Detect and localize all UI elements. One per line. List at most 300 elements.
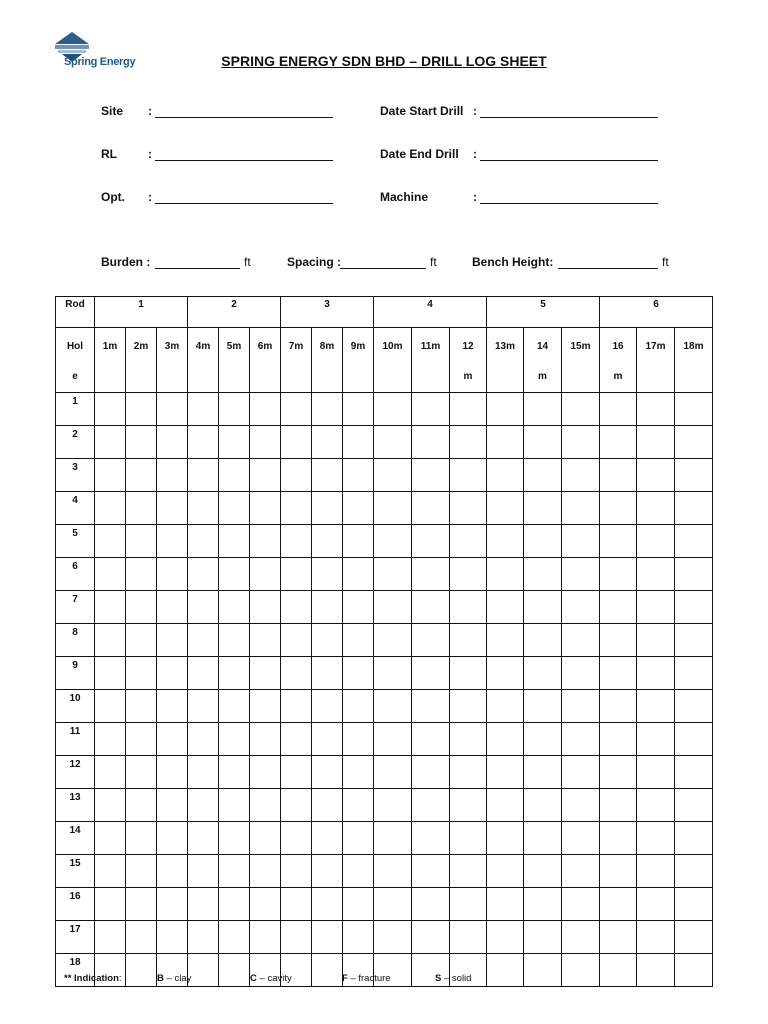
log-cell[interactable]: [343, 393, 374, 426]
log-cell[interactable]: [637, 954, 675, 987]
log-cell[interactable]: [600, 459, 637, 492]
log-cell[interactable]: [343, 492, 374, 525]
log-cell[interactable]: [157, 789, 188, 822]
log-cell[interactable]: [524, 954, 562, 987]
log-cell[interactable]: [95, 426, 126, 459]
log-cell[interactable]: [675, 657, 713, 690]
burden-field[interactable]: [155, 268, 240, 269]
log-cell[interactable]: [219, 954, 250, 987]
log-cell[interactable]: [450, 723, 487, 756]
date-end-field[interactable]: [480, 160, 658, 161]
log-cell[interactable]: [675, 558, 713, 591]
log-cell[interactable]: [281, 855, 312, 888]
log-cell[interactable]: [312, 558, 343, 591]
log-cell[interactable]: [450, 756, 487, 789]
log-cell[interactable]: [219, 855, 250, 888]
log-cell[interactable]: [281, 921, 312, 954]
log-cell[interactable]: [675, 393, 713, 426]
log-cell[interactable]: [312, 393, 343, 426]
log-cell[interactable]: [374, 393, 412, 426]
log-cell[interactable]: [374, 591, 412, 624]
log-cell[interactable]: [374, 426, 412, 459]
log-cell[interactable]: [281, 591, 312, 624]
log-cell[interactable]: [312, 426, 343, 459]
log-cell[interactable]: [487, 789, 524, 822]
log-cell[interactable]: [250, 591, 281, 624]
log-cell[interactable]: [188, 393, 219, 426]
log-cell[interactable]: [450, 426, 487, 459]
log-cell[interactable]: [412, 756, 450, 789]
log-cell[interactable]: [637, 855, 675, 888]
log-cell[interactable]: [637, 459, 675, 492]
log-cell[interactable]: [637, 756, 675, 789]
log-cell[interactable]: [412, 789, 450, 822]
log-cell[interactable]: [157, 624, 188, 657]
log-cell[interactable]: [343, 789, 374, 822]
log-cell[interactable]: [343, 558, 374, 591]
log-cell[interactable]: [374, 690, 412, 723]
log-cell[interactable]: [487, 525, 524, 558]
log-cell[interactable]: [126, 393, 157, 426]
log-cell[interactable]: [188, 459, 219, 492]
log-cell[interactable]: [600, 954, 637, 987]
log-cell[interactable]: [562, 624, 600, 657]
log-cell[interactable]: [562, 756, 600, 789]
log-cell[interactable]: [281, 822, 312, 855]
log-cell[interactable]: [157, 459, 188, 492]
log-cell[interactable]: [157, 822, 188, 855]
log-cell[interactable]: [126, 789, 157, 822]
log-cell[interactable]: [250, 888, 281, 921]
log-cell[interactable]: [95, 657, 126, 690]
log-cell[interactable]: [157, 558, 188, 591]
log-cell[interactable]: [600, 591, 637, 624]
log-cell[interactable]: [487, 855, 524, 888]
log-cell[interactable]: [343, 690, 374, 723]
log-cell[interactable]: [450, 822, 487, 855]
log-cell[interactable]: [312, 921, 343, 954]
log-cell[interactable]: [250, 822, 281, 855]
log-cell[interactable]: [126, 690, 157, 723]
log-cell[interactable]: [412, 492, 450, 525]
log-cell[interactable]: [374, 624, 412, 657]
log-cell[interactable]: [524, 855, 562, 888]
log-cell[interactable]: [343, 591, 374, 624]
log-cell[interactable]: [312, 591, 343, 624]
date-start-field[interactable]: [480, 117, 658, 118]
log-cell[interactable]: [219, 657, 250, 690]
log-cell[interactable]: [675, 855, 713, 888]
log-cell[interactable]: [219, 690, 250, 723]
log-cell[interactable]: [412, 459, 450, 492]
log-cell[interactable]: [343, 426, 374, 459]
log-cell[interactable]: [219, 723, 250, 756]
log-cell[interactable]: [219, 393, 250, 426]
log-cell[interactable]: [126, 723, 157, 756]
log-cell[interactable]: [524, 888, 562, 921]
log-cell[interactable]: [95, 723, 126, 756]
log-cell[interactable]: [281, 459, 312, 492]
log-cell[interactable]: [219, 591, 250, 624]
log-cell[interactable]: [95, 492, 126, 525]
log-cell[interactable]: [600, 657, 637, 690]
log-cell[interactable]: [219, 558, 250, 591]
log-cell[interactable]: [343, 459, 374, 492]
log-cell[interactable]: [600, 855, 637, 888]
log-cell[interactable]: [524, 393, 562, 426]
log-cell[interactable]: [95, 921, 126, 954]
log-cell[interactable]: [675, 624, 713, 657]
log-cell[interactable]: [343, 525, 374, 558]
log-cell[interactable]: [157, 888, 188, 921]
log-cell[interactable]: [95, 756, 126, 789]
log-cell[interactable]: [524, 921, 562, 954]
log-cell[interactable]: [188, 789, 219, 822]
log-cell[interactable]: [600, 921, 637, 954]
log-cell[interactable]: [250, 756, 281, 789]
log-cell[interactable]: [675, 888, 713, 921]
rl-field[interactable]: [155, 160, 333, 161]
log-cell[interactable]: [157, 525, 188, 558]
log-cell[interactable]: [675, 921, 713, 954]
log-cell[interactable]: [188, 756, 219, 789]
log-cell[interactable]: [312, 657, 343, 690]
log-cell[interactable]: [95, 888, 126, 921]
log-cell[interactable]: [126, 558, 157, 591]
log-cell[interactable]: [487, 756, 524, 789]
log-cell[interactable]: [281, 393, 312, 426]
log-cell[interactable]: [312, 888, 343, 921]
log-cell[interactable]: [281, 657, 312, 690]
log-cell[interactable]: [374, 756, 412, 789]
log-cell[interactable]: [524, 657, 562, 690]
log-cell[interactable]: [95, 690, 126, 723]
log-cell[interactable]: [219, 921, 250, 954]
log-cell[interactable]: [637, 492, 675, 525]
log-cell[interactable]: [675, 690, 713, 723]
log-cell[interactable]: [374, 888, 412, 921]
log-cell[interactable]: [637, 525, 675, 558]
log-cell[interactable]: [95, 558, 126, 591]
log-cell[interactable]: [95, 855, 126, 888]
log-cell[interactable]: [487, 954, 524, 987]
log-cell[interactable]: [157, 690, 188, 723]
log-cell[interactable]: [188, 624, 219, 657]
log-cell[interactable]: [412, 558, 450, 591]
log-cell[interactable]: [675, 954, 713, 987]
log-cell[interactable]: [343, 756, 374, 789]
log-cell[interactable]: [250, 558, 281, 591]
log-cell[interactable]: [675, 459, 713, 492]
log-cell[interactable]: [126, 657, 157, 690]
log-cell[interactable]: [281, 492, 312, 525]
log-cell[interactable]: [281, 525, 312, 558]
log-cell[interactable]: [281, 888, 312, 921]
log-cell[interactable]: [157, 756, 188, 789]
log-cell[interactable]: [219, 525, 250, 558]
log-cell[interactable]: [487, 393, 524, 426]
log-cell[interactable]: [312, 855, 343, 888]
log-cell[interactable]: [188, 723, 219, 756]
log-cell[interactable]: [126, 822, 157, 855]
log-cell[interactable]: [95, 393, 126, 426]
log-cell[interactable]: [637, 558, 675, 591]
log-cell[interactable]: [219, 822, 250, 855]
log-cell[interactable]: [374, 525, 412, 558]
log-cell[interactable]: [250, 690, 281, 723]
log-cell[interactable]: [524, 624, 562, 657]
log-cell[interactable]: [637, 393, 675, 426]
log-cell[interactable]: [487, 921, 524, 954]
spacing-field[interactable]: [340, 268, 426, 269]
log-cell[interactable]: [562, 855, 600, 888]
log-cell[interactable]: [126, 492, 157, 525]
log-cell[interactable]: [250, 525, 281, 558]
log-cell[interactable]: [157, 723, 188, 756]
log-cell[interactable]: [95, 624, 126, 657]
log-cell[interactable]: [524, 426, 562, 459]
log-cell[interactable]: [412, 624, 450, 657]
log-cell[interactable]: [412, 723, 450, 756]
log-cell[interactable]: [487, 624, 524, 657]
log-cell[interactable]: [374, 822, 412, 855]
log-cell[interactable]: [219, 789, 250, 822]
log-cell[interactable]: [312, 624, 343, 657]
log-cell[interactable]: [412, 855, 450, 888]
log-cell[interactable]: [450, 855, 487, 888]
log-cell[interactable]: [281, 690, 312, 723]
log-cell[interactable]: [637, 690, 675, 723]
log-cell[interactable]: [637, 789, 675, 822]
log-cell[interactable]: [374, 789, 412, 822]
log-cell[interactable]: [562, 723, 600, 756]
log-cell[interactable]: [562, 525, 600, 558]
log-cell[interactable]: [637, 591, 675, 624]
log-cell[interactable]: [524, 756, 562, 789]
log-cell[interactable]: [562, 459, 600, 492]
log-cell[interactable]: [157, 492, 188, 525]
log-cell[interactable]: [312, 789, 343, 822]
log-cell[interactable]: [188, 558, 219, 591]
log-cell[interactable]: [487, 723, 524, 756]
log-cell[interactable]: [450, 591, 487, 624]
log-cell[interactable]: [312, 525, 343, 558]
log-cell[interactable]: [524, 591, 562, 624]
site-field[interactable]: [155, 117, 333, 118]
log-cell[interactable]: [450, 657, 487, 690]
log-cell[interactable]: [412, 426, 450, 459]
log-cell[interactable]: [188, 921, 219, 954]
log-cell[interactable]: [343, 624, 374, 657]
log-cell[interactable]: [487, 492, 524, 525]
log-cell[interactable]: [219, 426, 250, 459]
log-cell[interactable]: [562, 921, 600, 954]
log-cell[interactable]: [524, 690, 562, 723]
log-cell[interactable]: [126, 855, 157, 888]
log-cell[interactable]: [188, 492, 219, 525]
log-cell[interactable]: [450, 558, 487, 591]
log-cell[interactable]: [524, 822, 562, 855]
log-cell[interactable]: [219, 459, 250, 492]
log-cell[interactable]: [312, 459, 343, 492]
log-cell[interactable]: [562, 888, 600, 921]
log-cell[interactable]: [374, 855, 412, 888]
log-cell[interactable]: [675, 789, 713, 822]
log-cell[interactable]: [219, 888, 250, 921]
opt-field[interactable]: [155, 203, 333, 204]
log-cell[interactable]: [412, 591, 450, 624]
log-cell[interactable]: [562, 591, 600, 624]
log-cell[interactable]: [412, 822, 450, 855]
log-cell[interactable]: [343, 888, 374, 921]
bench-height-field[interactable]: [558, 268, 658, 269]
log-cell[interactable]: [600, 525, 637, 558]
log-cell[interactable]: [487, 558, 524, 591]
log-cell[interactable]: [562, 558, 600, 591]
log-cell[interactable]: [126, 954, 157, 987]
log-cell[interactable]: [188, 525, 219, 558]
log-cell[interactable]: [450, 459, 487, 492]
log-cell[interactable]: [412, 921, 450, 954]
log-cell[interactable]: [281, 789, 312, 822]
log-cell[interactable]: [188, 822, 219, 855]
log-cell[interactable]: [562, 690, 600, 723]
log-cell[interactable]: [374, 921, 412, 954]
log-cell[interactable]: [250, 921, 281, 954]
log-cell[interactable]: [374, 657, 412, 690]
log-cell[interactable]: [675, 723, 713, 756]
log-cell[interactable]: [562, 657, 600, 690]
log-cell[interactable]: [487, 690, 524, 723]
log-cell[interactable]: [188, 954, 219, 987]
log-cell[interactable]: [600, 426, 637, 459]
log-cell[interactable]: [312, 690, 343, 723]
log-cell[interactable]: [250, 393, 281, 426]
log-cell[interactable]: [374, 723, 412, 756]
log-cell[interactable]: [600, 822, 637, 855]
log-cell[interactable]: [157, 591, 188, 624]
log-cell[interactable]: [157, 426, 188, 459]
log-cell[interactable]: [524, 492, 562, 525]
log-cell[interactable]: [412, 525, 450, 558]
log-cell[interactable]: [675, 591, 713, 624]
log-cell[interactable]: [450, 525, 487, 558]
log-cell[interactable]: [157, 855, 188, 888]
log-cell[interactable]: [487, 591, 524, 624]
log-cell[interactable]: [281, 558, 312, 591]
log-cell[interactable]: [524, 789, 562, 822]
log-cell[interactable]: [487, 888, 524, 921]
log-cell[interactable]: [450, 624, 487, 657]
log-cell[interactable]: [188, 855, 219, 888]
log-cell[interactable]: [343, 822, 374, 855]
log-cell[interactable]: [250, 426, 281, 459]
log-cell[interactable]: [95, 459, 126, 492]
log-cell[interactable]: [450, 921, 487, 954]
log-cell[interactable]: [637, 723, 675, 756]
log-cell[interactable]: [157, 921, 188, 954]
log-cell[interactable]: [600, 393, 637, 426]
log-cell[interactable]: [562, 822, 600, 855]
log-cell[interactable]: [250, 459, 281, 492]
log-cell[interactable]: [188, 657, 219, 690]
log-cell[interactable]: [281, 756, 312, 789]
log-cell[interactable]: [374, 492, 412, 525]
log-cell[interactable]: [600, 690, 637, 723]
log-cell[interactable]: [126, 426, 157, 459]
log-cell[interactable]: [600, 624, 637, 657]
log-cell[interactable]: [450, 492, 487, 525]
log-cell[interactable]: [281, 624, 312, 657]
log-cell[interactable]: [374, 558, 412, 591]
log-cell[interactable]: [250, 789, 281, 822]
log-cell[interactable]: [188, 888, 219, 921]
log-cell[interactable]: [562, 954, 600, 987]
log-cell[interactable]: [412, 888, 450, 921]
log-cell[interactable]: [600, 558, 637, 591]
log-cell[interactable]: [157, 657, 188, 690]
log-cell[interactable]: [675, 492, 713, 525]
log-cell[interactable]: [126, 591, 157, 624]
log-cell[interactable]: [281, 723, 312, 756]
log-cell[interactable]: [219, 624, 250, 657]
log-cell[interactable]: [450, 690, 487, 723]
log-cell[interactable]: [126, 888, 157, 921]
log-cell[interactable]: [250, 492, 281, 525]
log-cell[interactable]: [343, 723, 374, 756]
log-cell[interactable]: [250, 723, 281, 756]
log-cell[interactable]: [637, 822, 675, 855]
log-cell[interactable]: [412, 657, 450, 690]
log-cell[interactable]: [675, 822, 713, 855]
log-cell[interactable]: [250, 855, 281, 888]
log-cell[interactable]: [450, 393, 487, 426]
log-cell[interactable]: [343, 921, 374, 954]
log-cell[interactable]: [412, 393, 450, 426]
log-cell[interactable]: [250, 624, 281, 657]
log-cell[interactable]: [600, 492, 637, 525]
log-cell[interactable]: [637, 888, 675, 921]
log-cell[interactable]: [487, 822, 524, 855]
log-cell[interactable]: [126, 921, 157, 954]
log-cell[interactable]: [412, 690, 450, 723]
log-cell[interactable]: [126, 459, 157, 492]
log-cell[interactable]: [600, 723, 637, 756]
log-cell[interactable]: [487, 426, 524, 459]
log-cell[interactable]: [312, 492, 343, 525]
log-cell[interactable]: [524, 558, 562, 591]
log-cell[interactable]: [126, 525, 157, 558]
log-cell[interactable]: [524, 459, 562, 492]
log-cell[interactable]: [312, 822, 343, 855]
log-cell[interactable]: [487, 459, 524, 492]
log-cell[interactable]: [95, 591, 126, 624]
log-cell[interactable]: [637, 624, 675, 657]
log-cell[interactable]: [188, 591, 219, 624]
log-cell[interactable]: [487, 657, 524, 690]
log-cell[interactable]: [675, 426, 713, 459]
log-cell[interactable]: [188, 690, 219, 723]
log-cell[interactable]: [562, 492, 600, 525]
log-cell[interactable]: [250, 657, 281, 690]
log-cell[interactable]: [675, 756, 713, 789]
log-cell[interactable]: [600, 756, 637, 789]
log-cell[interactable]: [126, 624, 157, 657]
log-cell[interactable]: [600, 789, 637, 822]
log-cell[interactable]: [312, 954, 343, 987]
log-cell[interactable]: [343, 657, 374, 690]
log-cell[interactable]: [95, 822, 126, 855]
